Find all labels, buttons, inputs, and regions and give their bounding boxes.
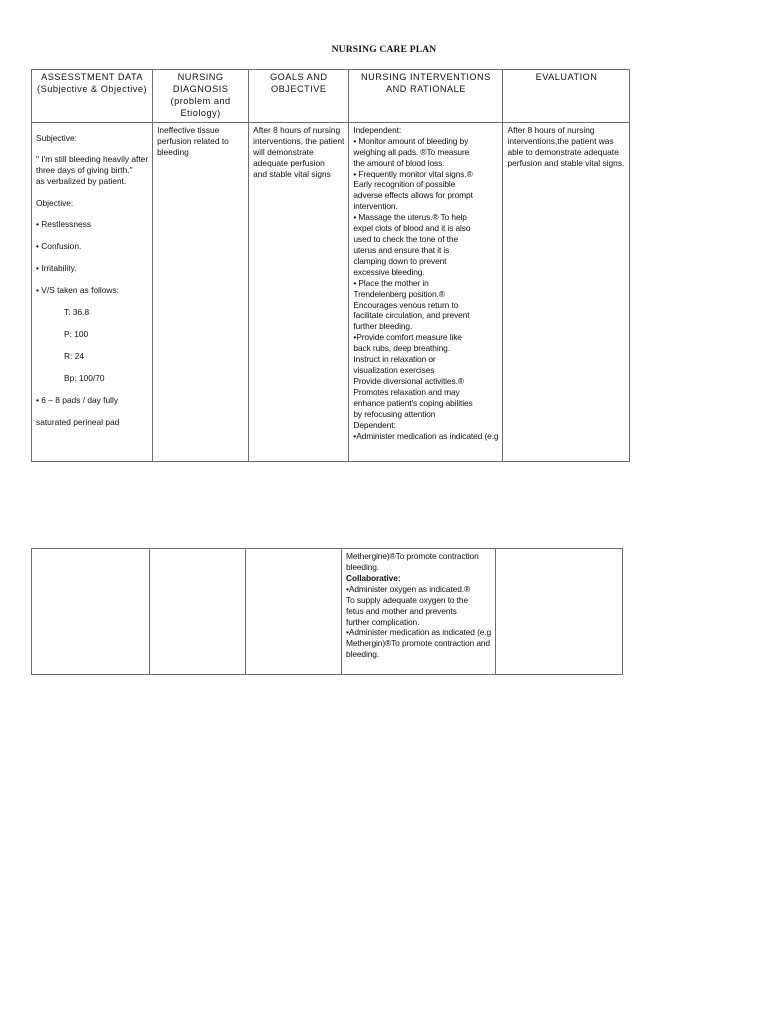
intervention-line: Promotes relaxation and may <box>353 386 460 397</box>
intervention-line: visualization exercises <box>353 365 435 376</box>
intervention-line: Trendelenberg position.® <box>353 288 445 299</box>
header-diagnosis-line: NURSING <box>177 72 224 82</box>
subjective-quote-line: three days of giving birth." <box>36 164 133 175</box>
table-row <box>32 549 623 675</box>
intervention-line: adverse effects allows for prompt <box>353 190 473 201</box>
table-row <box>32 122 630 461</box>
intervention-line: the amount of blood loss. <box>353 157 445 168</box>
evaluation-line: able to demonstrate adequate <box>507 146 619 157</box>
vital-sign: R: 24 <box>64 350 85 361</box>
intervention-line: excessive bleeding. <box>353 266 425 277</box>
intervention-line: fetus and mother and prevents <box>346 605 457 616</box>
header-goals <box>249 70 349 123</box>
intervention-line: Encourages venous return to <box>353 299 459 310</box>
intervention-line: weighing all pads. ®To measure <box>353 146 470 157</box>
intervention-line: • Place the mother in <box>353 277 429 288</box>
intervention-line: Instruct in relaxation or <box>353 354 436 365</box>
goals-line: interventions, the patient <box>253 135 345 146</box>
header-interventions-line: NURSING INTERVENTIONS <box>361 72 491 82</box>
intervention-line: • Massage the uterus.® To help <box>353 212 467 223</box>
diagnosis-line: bleeding <box>157 146 189 157</box>
objective-item: saturated perineal pad <box>36 416 120 427</box>
header-diagnosis-line: DIAGNOSIS <box>172 83 229 94</box>
goals-line: and stable vital signs <box>253 168 331 179</box>
intervention-line: •Administer medication as indicated (e.g <box>346 627 492 638</box>
intervention-line: Provide diversional activities.® <box>353 376 464 387</box>
vital-sign: P: 100 <box>64 329 89 340</box>
intervention-line: further bleeding. <box>353 321 413 332</box>
evaluation-cell <box>503 122 630 461</box>
intervention-line: • Frequently monitor vital signs.® <box>353 168 473 179</box>
intervention-line: enhance patient's coping abilities <box>353 397 473 408</box>
goals-cell <box>246 549 342 675</box>
header-evaluation <box>503 70 630 123</box>
header-assessment-line: (Subjective & Objective) <box>37 83 148 94</box>
intervention-line: •Provide comfort measure like <box>353 332 462 343</box>
header-interventions <box>349 70 503 123</box>
subjective-label: Subjective: <box>36 132 77 143</box>
goals-line: After 8 hours of nursing <box>253 124 341 135</box>
table-header-row <box>32 70 630 123</box>
intervention-line: Methergine)®To promote contraction <box>346 551 479 561</box>
diagnosis-cell <box>153 122 249 461</box>
document-title: NURSING CARE PLAN <box>331 45 437 55</box>
intervention-line: • Monitor amount of bleeding by <box>353 135 469 146</box>
intervention-line: clamping down to prevent <box>353 255 447 266</box>
vital-sign: Bp: 100/70 <box>64 372 105 383</box>
evaluation-line: After 8 hours of nursing <box>507 124 595 135</box>
subjective-quote-line: as verbalized by patient. <box>36 175 127 186</box>
goals-line: will demonstrate <box>253 146 314 157</box>
header-assessment <box>32 70 153 123</box>
intervention-line: bleeding. <box>346 561 380 572</box>
evaluation-line: interventions,the patient was <box>507 135 614 146</box>
objective-item: • Irritability. <box>36 263 77 274</box>
vital-sign: T: 36.8 <box>64 307 90 318</box>
objective-item: • 6 – 8 pads / day fully <box>36 394 119 405</box>
evaluation-line: perfusion and stable vital signs. <box>507 157 625 168</box>
intervention-line: intervention. <box>353 201 398 212</box>
care-plan-table <box>31 69 630 462</box>
diagnosis-cell <box>150 549 246 675</box>
intervention-line: Methergin)®To promote contraction and <box>346 638 490 649</box>
objective-item: • Confusion. <box>36 241 82 252</box>
subjective-quote-line: " I'm still bleeding heavily after <box>36 153 149 164</box>
header-evaluation-line: EVALUATION <box>535 72 598 82</box>
header-diagnosis-line: (problem and <box>170 95 231 106</box>
intervention-line: used to check the tone of the <box>353 234 459 245</box>
header-interventions-line: AND RATIONALE <box>386 83 466 94</box>
intervention-line: •Administer medication as indicated (e.g <box>353 430 499 441</box>
intervention-heading: Independent: <box>353 124 402 135</box>
goals-line: adequate perfusion <box>253 157 325 168</box>
header-goals-line: OBJECTIVE <box>270 83 327 94</box>
intervention-line: expel clots of blood and it is also <box>353 223 471 234</box>
diagnosis-line: Ineffective tissue <box>157 124 220 135</box>
objective-label: Objective: <box>36 197 74 208</box>
header-diagnosis-line: Etiology) <box>180 107 221 118</box>
intervention-line: Early recognition of possible <box>353 179 456 190</box>
intervention-line: uterus and ensure that it is <box>353 244 450 255</box>
intervention-line: bleeding. <box>346 649 380 660</box>
objective-item: • Restlessness <box>36 219 92 230</box>
intervention-line: To supply adequate oxygen to the <box>346 594 469 605</box>
care-plan-continuation-table <box>31 548 623 675</box>
objective-item: • V/S taken as follows: <box>36 285 119 296</box>
intervention-line: •Administer oxygen as indicated.® <box>346 583 471 594</box>
interventions-cell <box>349 122 503 461</box>
goals-cell <box>249 122 349 461</box>
intervention-heading: Collaborative: <box>346 572 401 583</box>
intervention-line: by refocusing attention <box>353 408 436 419</box>
assessment-cell <box>32 122 153 461</box>
intervention-heading: Dependent: <box>353 419 396 430</box>
interventions-cell <box>342 549 496 675</box>
header-assessment-line: ASSESSTMENT DATA <box>41 72 144 82</box>
intervention-line: facilitate circulation, and prevent <box>353 310 470 321</box>
assessment-cell <box>32 549 150 675</box>
diagnosis-line: perfusion related to <box>157 135 229 146</box>
intervention-line: further complication. <box>346 616 420 627</box>
intervention-line: back rubs, deep breathing. <box>353 343 450 354</box>
evaluation-cell <box>496 549 623 675</box>
header-diagnosis <box>153 70 249 123</box>
header-goals-line: GOALS AND <box>269 72 328 82</box>
